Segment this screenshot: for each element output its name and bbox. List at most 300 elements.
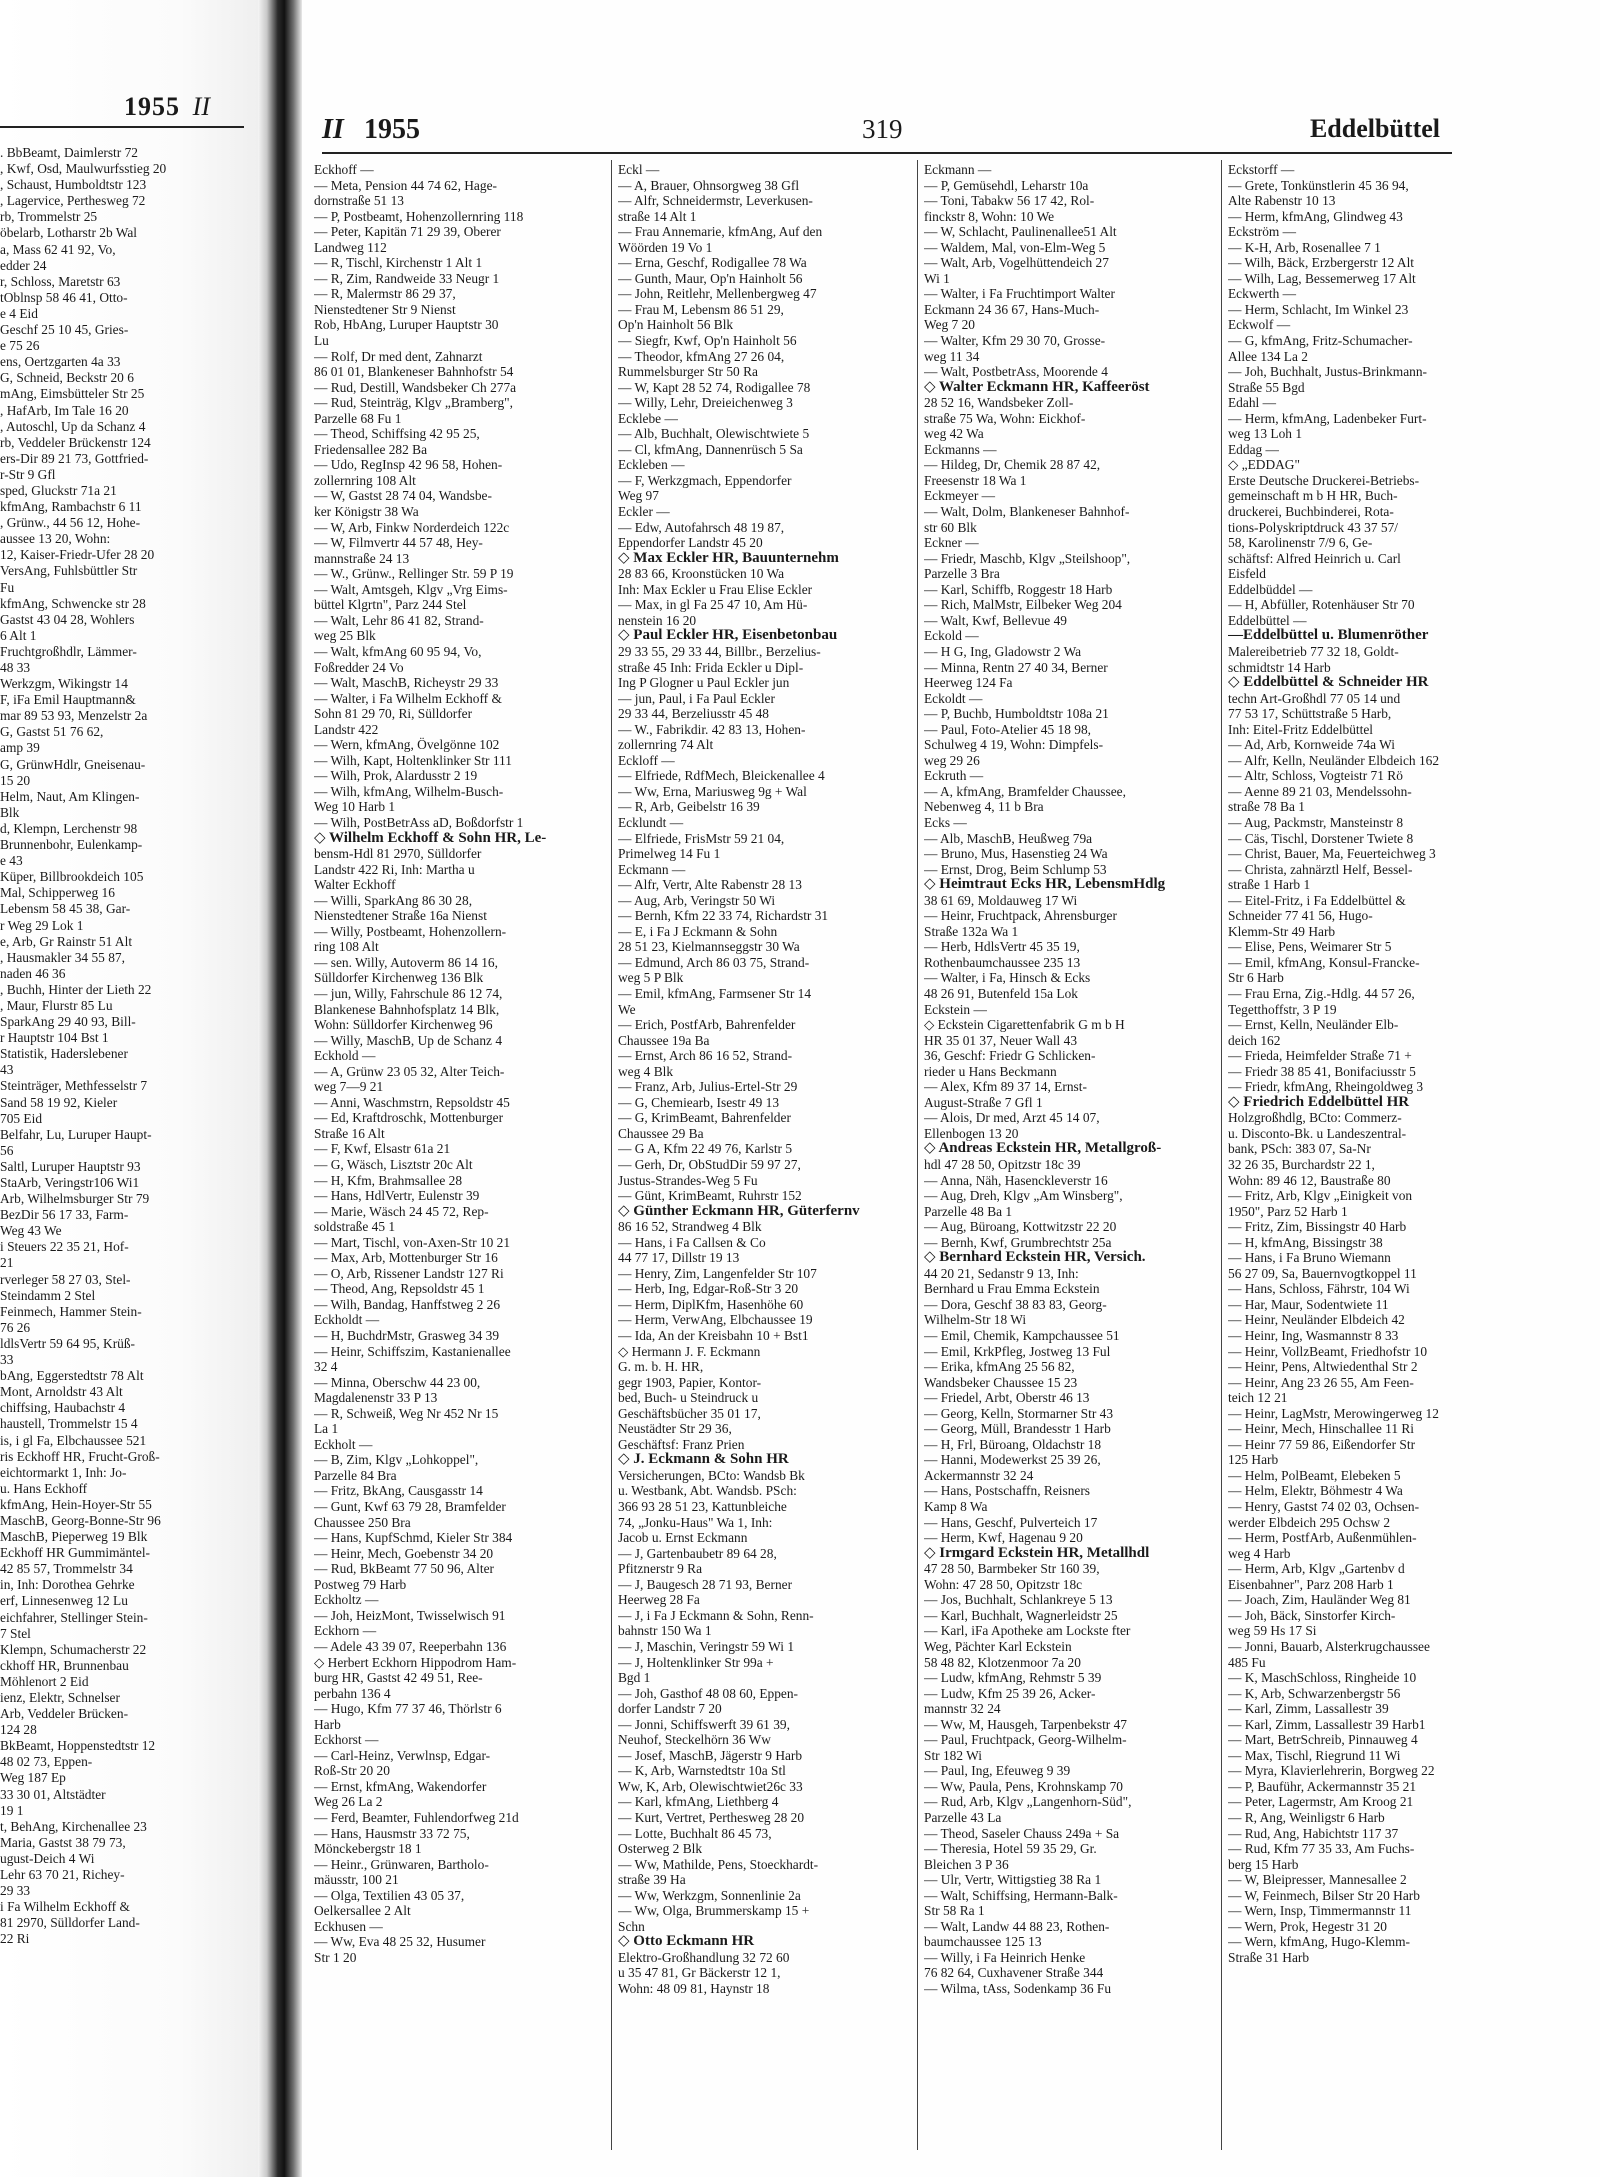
directory-entry-line: Gastst 43 04 28, Wohlers [0, 611, 135, 627]
directory-entry-line: 19 1 [0, 1802, 24, 1818]
directory-entry-line: kfmAng, Hein-Hoyer-Str 55 [0, 1496, 152, 1512]
directory-entry-line: Wilhelm-Str 18 Wi [924, 1312, 1027, 1328]
directory-entry-line: Weg 187 Ep [0, 1770, 66, 1786]
directory-entry-line: ◇ Max Eckler HR, Bauunternehm [618, 550, 839, 566]
directory-entry-line: ers-Dir 89 21 73, Gottfried- [0, 450, 149, 466]
directory-entry-line: — Günt, KrimBeamt, Ruhrstr 152 [618, 1188, 802, 1204]
directory-entry-line: Eckmanns — [924, 441, 997, 457]
directory-entry-line: — Henry, Zim, Langenfelder Str 107 [618, 1265, 817, 1281]
directory-entry-line: d, Klempn, Lerchenstr 98 [0, 820, 138, 836]
directory-entry-line: deich 162 [1228, 1032, 1281, 1048]
directory-entry-line: Eckloff — [618, 752, 675, 768]
directory-entry-line: — Heinr, Mech, Hinschallee 11 Ri [1228, 1421, 1415, 1437]
directory-entry-line: Eisenbahner", Parz 208 Harb 1 [1228, 1576, 1394, 1592]
directory-entry-line: — G, KrimBeamt, Bahrenfelder [618, 1110, 791, 1126]
directory-entry-line: Weg 10 Harb 1 [314, 799, 396, 815]
directory-entry-line: — Theod, Saseler Chauss 249a + Sa [924, 1825, 1120, 1841]
directory-entry-line: Nienstedtener Str 9 Nienst [314, 301, 456, 317]
directory-entry-line: — Aug, Arb, Veringstr 50 Wi [618, 892, 776, 908]
directory-entry-line: eichfahrer, Stellinger Stein- [0, 1609, 148, 1625]
directory-entry-line: BkBeamt, Hoppenstedtstr 12 [0, 1738, 156, 1754]
directory-entry-line: Str 6 Harb [1228, 970, 1284, 986]
directory-entry-line: 15 20 [0, 772, 31, 788]
directory-entry-line: — Anni, Waschmstrn, Repsoldstr 45 [314, 1094, 510, 1110]
directory-entry-line: 7 Stel [0, 1625, 31, 1641]
column-divider [917, 160, 918, 2150]
directory-entry-line: kfmAng, Rambachstr 6 11 [0, 499, 142, 515]
directory-entry-line: 21 [0, 1255, 14, 1271]
directory-entry-line: r, Schloss, Maretstr 63 [0, 273, 121, 289]
directory-entry-line: — Fritz, BkAng, Causgasstr 14 [314, 1483, 483, 1499]
directory-entry-line: — W, Gastst 28 74 04, Wandsbe- [314, 488, 492, 504]
directory-entry-line: Eckmann — [924, 162, 992, 177]
directory-entry-line: in, Inh: Dorothea Gehrke [0, 1577, 135, 1593]
directory-entry-line: str 60 Blk [924, 519, 977, 535]
directory-entry-line: 28 51 23, Kielmannseggstr 30 Wa [618, 939, 800, 955]
right-page-header [314, 108, 1452, 148]
directory-entry-line: Neuhof, Steckelhörn 36 Ww [618, 1732, 771, 1748]
directory-entry-line: Eckmann 24 36 67, Hans-Much- [924, 301, 1100, 317]
directory-entry-line: Str 1 20 [314, 1949, 357, 1965]
directory-entry-line: Wi 1 [924, 270, 950, 286]
directory-entry-line: — Karl, Zimm, Lassallestr 39 [1228, 1701, 1389, 1717]
directory-entry-line: — Bruno, Mus, Hasenstieg 24 Wa [924, 846, 1108, 862]
directory-entry-line: — Rud, Steinträg, Klgv „Bramberg", [314, 395, 513, 411]
directory-entry-line: — Elise, Pens, Weimarer Str 5 [1228, 939, 1392, 955]
directory-entry-line: Straße 132a Wa 1 [924, 923, 1019, 939]
directory-entry-line: — Joh, Bäck, Sinstorfer Kirch- [1228, 1607, 1396, 1623]
column-divider [611, 160, 612, 2150]
directory-entry-line: straße 14 Alt 1 [618, 208, 697, 224]
directory-entry-line: Fu [0, 579, 15, 595]
directory-entry-line: Chaussee 250 Bra [314, 1514, 411, 1530]
directory-entry-line: Alte Rabenstr 10 13 [1228, 193, 1336, 209]
directory-entry-line: — J, Maschin, Veringstr 59 Wi 1 [618, 1638, 795, 1654]
directory-entry-line: Inh: Eitel-Fritz Eddelbüttel [1228, 721, 1374, 737]
directory-entry-line: Rummelsburger Str 50 Ra [618, 364, 758, 380]
directory-entry-line: — Friedel, Arbt, Oberstr 46 13 [924, 1390, 1090, 1406]
directory-entry-line: 74, „Jonku-Haus" Wa 1, Inh: [618, 1514, 773, 1530]
directory-entry-line: — G, kfmAng, Fritz-Schumacher- [1228, 333, 1413, 349]
directory-entry-line: Parzelle 43 La [924, 1809, 1002, 1825]
directory-entry-line: Sohn 81 29 70, Ri, Sülldorfer [314, 706, 473, 722]
directory-entry-line: Statistik, Haderslebener [0, 1046, 128, 1062]
directory-entry-line: dorfer Landstr 7 20 [618, 1701, 722, 1717]
directory-entry-line: — K, Arb, Warnstedtstr 10a Stl [618, 1763, 786, 1779]
directory-entry-line: — Heinr, Fruchtpack, Ahrensburger [924, 908, 1117, 924]
directory-entry-line: — Peter, Lagermstr, Am Kroog 21 [1228, 1794, 1414, 1810]
directory-entry-line: — Emil, kfmAng, Konsul-Francke- [1228, 954, 1420, 970]
directory-entry-line: haustell, Trommelstr 15 4 [0, 1416, 138, 1432]
directory-entry-line: — J, Gartenbaubetr 89 64 28, [618, 1545, 777, 1561]
directory-entry-line: — Ed, Kraftdroschk, Mottenburger [314, 1110, 504, 1126]
directory-entry-line: Pfitznerstr 9 Ra [618, 1561, 703, 1577]
directory-entry-line: Eckholdt — [314, 1312, 380, 1328]
directory-entry-line: Wohn: 47 28 50, Opitzstr 18c [924, 1576, 1083, 1592]
directory-entry-line: 29 33 44, Berzeliusstr 45 48 [618, 706, 769, 722]
directory-entry-line: 58, Karolinenstr 7/9 6, Ge- [1228, 535, 1373, 551]
directory-entry-line: — J, Holtenklinker Str 99a + [618, 1654, 774, 1670]
directory-entry-line: Weg 26 La 2 [314, 1794, 383, 1810]
directory-entry-line: Rothenbaumchaussee 235 13 [924, 954, 1081, 970]
directory-entry-line: bensm-Hdl 81 2970, Sülldorfer [314, 846, 482, 862]
directory-entry-line: — H G, Ing, Gladowstr 2 Wa [924, 643, 1082, 659]
directory-column-3 [924, 162, 1210, 2152]
directory-column-1 [314, 162, 600, 2152]
directory-entry-line: SparkAng 29 40 93, Bill- [0, 1014, 136, 1030]
directory-entry-line: Küper, Billbrookdeich 105 [0, 869, 144, 885]
directory-entry-line: — Fritz, Arb, Klgv „Einigkeit von [1228, 1188, 1413, 1204]
directory-entry-line: 56 27 09, Sa, Bauernvogtkoppel 11 [1228, 1265, 1417, 1281]
directory-entry-line: — R, Tischl, Kirchenstr 1 Alt 1 [314, 255, 483, 271]
directory-entry-line: — Grete, Tonkünstlerin 45 36 94, [1228, 177, 1409, 193]
directory-entry-line: — Joach, Zim, Hauländer Weg 81 [1228, 1592, 1411, 1608]
directory-entry-line: Heerweg 28 Fa [618, 1592, 700, 1608]
directory-entry-line: Eisfeld [1228, 566, 1266, 582]
directory-entry-line: — Walter, i Fa Fruchtimport Walter [924, 286, 1115, 302]
directory-entry-line: — Waldem, Mal, von-Elm-Weg 5 [924, 239, 1106, 255]
directory-entry-line: ens, Oertzgarten 4a 33 [0, 354, 121, 370]
directory-entry-line: — Walt, Schiffsing, Hermann-Balk- [924, 1887, 1118, 1903]
directory-entry-line: Weg 7 20 [924, 317, 975, 333]
directory-entry-line: — Max, Tischl, Riegrund 11 Wi [1228, 1747, 1401, 1763]
directory-entry-line: zollernring 74 Alt [618, 737, 714, 753]
directory-entry-line: 86 01 01, Blankeneser Bahnhofstr 54 [314, 364, 514, 380]
directory-entry-line: Werkzgm, Wikingstr 14 [0, 676, 128, 692]
directory-entry-line: — sen. Willy, Autoverm 86 14 16, [314, 954, 498, 970]
directory-entry-line: — Walt, Dolm, Blankeneser Bahnhof- [924, 504, 1130, 520]
directory-entry-line: Parzelle 3 Bra [924, 566, 1000, 582]
directory-entry-line: weg 7—9 21 [314, 1079, 384, 1095]
directory-entry-line: — J, i Fa J Eckmann & Sohn, Renn- [618, 1607, 814, 1623]
directory-entry-line: mäusstr, 100 21 [314, 1872, 399, 1888]
directory-entry-line: e 43 [0, 853, 23, 869]
directory-entry-line: — Frau Annemarie, kfmAng, Auf den [618, 224, 823, 240]
directory-entry-line: Eckruth — [924, 768, 984, 784]
directory-entry-line: 6 Alt 1 [0, 627, 37, 643]
header-rule [322, 152, 1452, 154]
directory-entry-line: Neustädter Str 29 36, [618, 1421, 732, 1437]
directory-entry-line: 32 26 35, Burchardstr 22 1, [1228, 1157, 1375, 1172]
directory-entry-line: HR 35 01 37, Neuer Wall 43 [924, 1032, 1078, 1048]
directory-entry-line: — Wern, kfmAng, Hugo-Klemm- [1228, 1934, 1411, 1950]
directory-entry-line: — Rud, Arb, Klgv „Langenhorn-Süd", [924, 1794, 1132, 1810]
directory-entry-line: ker Königstr 38 Wa [314, 504, 419, 520]
directory-entry-line: Eckmeyer — [924, 488, 996, 504]
directory-entry-line: — Walter, i Fa, Hinsch & Ecks [924, 970, 1091, 986]
directory-entry-line: Ellenbogen 13 20 [924, 1125, 1019, 1141]
directory-entry-line: — Theod, Ang, Repsoldstr 45 1 [314, 1281, 485, 1297]
directory-entry-line: G, GrünwHdlr, Gneisenau- [0, 756, 146, 772]
directory-entry-line: straße 78 Ba 1 [1228, 799, 1305, 815]
directory-entry-line: — W., Fabrikdir. 42 83 13, Hohen- [618, 721, 806, 737]
directory-entry-line: — Erich, PostfArb, Bahrenfelder [618, 1017, 796, 1033]
directory-entry-line: dornstraße 51 13 [314, 193, 404, 209]
directory-entry-line: Ww, K, Arb, Olewischtwiet26c 33 [618, 1778, 803, 1794]
directory-entry-line: ◇ Eddelbüttel & Schneider HR [1228, 675, 1429, 691]
directory-entry-line: Straße 55 Bgd [1228, 379, 1305, 395]
directory-entry-line: — H, Abfüller, Rotenhäuser Str 70 [1228, 597, 1415, 613]
directory-entry-line: Wohn: Sülldorfer Kirchenweg 96 [314, 1017, 493, 1033]
directory-entry-line: — Willy, MaschB, Up de Schanz 4 [314, 1032, 503, 1048]
directory-entry-line: — Hans, Geschf, Pulverteich 17 [924, 1514, 1098, 1530]
directory-entry-line: Schn [618, 1918, 645, 1934]
directory-entry-line: ring 108 Alt [314, 939, 379, 955]
directory-entry-line: eichtormarkt 1, Inh: Jo- [0, 1464, 127, 1480]
right-page-year: 1955 [364, 114, 420, 145]
directory-entry-line: — R, Schweiß, Weg Nr 452 Nr 15 [314, 1405, 499, 1421]
directory-entry-line: — Emil, kfmAng, Farmsener Str 14 [618, 985, 812, 1001]
directory-entry-line: — Ernst, Drog, Beim Schlump 53 [924, 861, 1107, 877]
directory-entry-line: r Hauptstr 104 Bst 1 [0, 1030, 109, 1046]
directory-entry-line: — Christ, Bauer, Ma, Feuerteichweg 3 [1228, 846, 1436, 862]
directory-entry-line: 77 53 17, Schüttstraße 5 Harb, [1228, 706, 1392, 722]
directory-entry-line: Kamp 8 Wa [924, 1499, 988, 1515]
directory-entry-line: — Siegfr, Kwf, Op'n Hainholt 56 [618, 333, 797, 349]
directory-entry-line: ◇ Wilhelm Eckhoff & Sohn HR, Le- [314, 830, 547, 846]
directory-entry-line: — Theod, Schiffsing 42 95 25, [314, 426, 480, 442]
directory-entry-line: Mont, Arnoldstr 43 Alt [0, 1384, 123, 1400]
directory-entry-line: Eckner — [924, 535, 979, 551]
directory-entry-line: — Bernh, Kwf, Grumbrechtstr 25a [924, 1234, 1112, 1250]
directory-entry-line: Weg 43 We [0, 1223, 62, 1239]
directory-entry-line: r-Str 9 Gfl [0, 466, 56, 482]
directory-entry-line: — Joh, Buchhalt, Justus-Brinkmann- [1228, 364, 1427, 380]
directory-entry-line: , Maur, Flurstr 85 Lu [0, 997, 113, 1013]
directory-entry-line: t, BehAng, Kirchenallee 23 [0, 1818, 147, 1834]
directory-entry-line: bed, Buch- u Steindruck u [618, 1390, 759, 1406]
directory-entry-line: , Autoschl, Up da Schanz 4 [0, 418, 146, 434]
directory-entry-line: Roß-Str 20 20 [314, 1763, 390, 1779]
directory-entry-line: — Heinr 77 59 86, Eißendorfer Str [1228, 1436, 1416, 1452]
directory-entry-line: — Herm, VerwAng, Elbchaussee 19 [618, 1312, 813, 1328]
directory-entry-line: Eckmann — [618, 861, 686, 877]
directory-entry-line: bAng, Eggerstedtstr 78 Alt [0, 1368, 144, 1384]
directory-entry-line: — Max, in gl Fa 25 47 10, Am Hü- [618, 597, 808, 613]
right-page [302, 0, 1600, 2177]
directory-entry-line: — Paul, Foto-Atelier 45 18 98, [924, 721, 1091, 737]
directory-entry-line: Eckl — [618, 162, 660, 177]
directory-entry-line: i Steuers 22 35 21, Hof- [0, 1239, 129, 1255]
directory-entry-line: — Alois, Dr med, Arzt 45 14 07, [924, 1110, 1100, 1126]
directory-entry-line: — jun, Willy, Fahrschule 86 12 74, [314, 985, 503, 1001]
directory-entry-line: weg 4 Blk [618, 1063, 674, 1079]
directory-entry-line: Nienstedtener Straße 16a Nienst [314, 908, 487, 924]
directory-entry-line: — Wern, Prok, Hegestr 31 20 [1228, 1918, 1387, 1934]
directory-entry-line: — Fritz, Zim, Bissingstr 40 Harb [1228, 1219, 1407, 1235]
directory-entry-line: Elektro-Großhandlung 32 72 60 [618, 1949, 790, 1965]
directory-entry-line: ckhoff HR, Brunnenbau [0, 1657, 129, 1673]
directory-entry-line: — Altr, Schloss, Vogteistr 71 Rö [1228, 768, 1403, 784]
directory-entry-line: Postweg 79 Harb [314, 1576, 407, 1592]
directory-entry-line: mAng, Eimsbütteler Str 25 [0, 386, 145, 402]
directory-entry-line: weg 59 Hs 17 Si [1228, 1623, 1317, 1639]
directory-entry-line: Wöörden 19 Vo 1 [618, 239, 713, 255]
directory-entry-line: — F, Werkzgmach, Eppendorfer [618, 472, 792, 488]
directory-entry-line: — W, Schlacht, Paulinenallee51 Alt [924, 224, 1117, 240]
directory-entry-line: — H, Kfm, Brahmsallee 28 [314, 1172, 463, 1188]
page-number: 319 [862, 114, 903, 144]
directory-entry-line: Schneider 77 41 56, Hugo- [1228, 908, 1373, 924]
directory-entry-line: — W, Filmvertr 44 57 48, Hey- [314, 535, 483, 551]
directory-entry-line: — K, Arb, Schwarzenbergstr 56 [1228, 1685, 1401, 1701]
directory-entry-line: 1950", Parz 52 Harb 1 [1228, 1203, 1348, 1219]
directory-entry-line: — R, Malermstr 86 29 37, [314, 286, 456, 302]
directory-entry-line: Bgd 1 [618, 1670, 651, 1686]
directory-entry-line: e 75 26 [0, 338, 40, 354]
directory-entry-line: 705 Eid [0, 1110, 43, 1126]
directory-entry-line: — Alfr, Schneidermstr, Leverkusen- [618, 193, 813, 209]
directory-entry-line: Eckhoff — [314, 162, 374, 177]
directory-entry-line: — Adele 43 39 07, Reeperbahn 136 [314, 1638, 507, 1654]
directory-entry-line: — Georg, Kelln, Stormarner Str 43 [924, 1405, 1114, 1421]
directory-entry-line: — Wilh, Lag, Bessemerweg 17 Alt [1228, 270, 1416, 286]
directory-column-2 [618, 162, 904, 2152]
directory-entry-line: Mönckebergstr 18 1 [314, 1841, 422, 1857]
directory-entry-line: Helm, Naut, Am Klingen- [0, 788, 140, 804]
directory-entry-line: büttel Klgrtn", Parz 244 Stel [314, 597, 467, 613]
directory-entry-line: Weg 97 [618, 488, 659, 504]
directory-entry-line: weg 42 Wa [924, 426, 984, 442]
directory-entry-line: Osterweg 2 Blk [618, 1841, 703, 1857]
directory-entry-line: — Helm, PolBeamt, Elebeken 5 [1228, 1467, 1401, 1483]
directory-entry-line: Eckhoff HR Gummimäntel- [0, 1545, 150, 1561]
directory-entry-line: mannstr 32 24 [924, 1701, 1001, 1717]
directory-entry-line: VersAng, Fuhlsbüttler Str [0, 563, 138, 579]
directory-entry-line: — Friedr, Maschb, Klgv „Steilshoop", [924, 550, 1131, 566]
directory-entry-line: weg 5 P Blk [618, 970, 684, 986]
directory-entry-line: — Peter, Kapitän 71 29 39, Oberer [314, 224, 501, 240]
directory-entry-line: — E, i Fa J Eckmann & Sohn [618, 923, 778, 939]
directory-entry-line: techn Art-Großhdl 77 05 14 und [1228, 690, 1401, 706]
directory-entry-line: Möhlenort 2 Eid [0, 1673, 89, 1689]
directory-entry-line: — Carl-Heinz, Verwlnsp, Edgar- [314, 1747, 491, 1763]
directory-entry-line: — Rud, Kfm 77 35 33, Am Fuchs- [1228, 1841, 1415, 1857]
directory-entry-line: G, Schneid, Beckstr 20 6 [0, 370, 134, 386]
directory-entry-line: — Max, Arb, Mottenburger Str 16 [314, 1250, 498, 1266]
directory-entry-line: — Rud, Destill, Wandsbeker Ch 277a [314, 379, 517, 395]
directory-entry-line: Jacob u. Ernst Eckmann [618, 1530, 748, 1546]
directory-entry-line: — K-H, Arb, Rosenallee 7 1 [1228, 239, 1381, 255]
directory-entry-line: chiffsing, Haubachstr 4 [0, 1400, 126, 1416]
directory-entry-line: finckstr 8, Wohn: 10 We [924, 208, 1055, 224]
section-running-head: Eddelbüttel [1309, 114, 1440, 143]
directory-entry-line: schäftsf: Alfred Heinrich u. Carl [1228, 550, 1401, 566]
directory-entry-line: — Eitel-Fritz, i Fa Eddelbüttel & [1228, 892, 1406, 908]
directory-entry-line: — Mart, Tischl, von-Axen-Str 10 21 [314, 1234, 511, 1250]
directory-entry-line: BezDir 56 17 33, Farm- [0, 1207, 129, 1223]
directory-entry-line: — Ad, Arb, Kornweide 74a Wi [1228, 737, 1395, 753]
directory-entry-line: 38 61 69, Moldauweg 17 Wi [924, 892, 1078, 908]
directory-entry-line: — Alfr, Kelln, Neuländer Elbdeich 162 [1228, 752, 1440, 768]
directory-entry-line: Eckstorff — [1228, 162, 1295, 177]
directory-entry-line: Oelkersallee 2 Alt [314, 1903, 411, 1919]
directory-entry-line: u. Westbank, Abt. Wandsb. PSch: [618, 1483, 797, 1499]
directory-entry-line: Wandsbeker Chaussee 15 23 [924, 1374, 1078, 1390]
directory-entry-line: 366 93 28 51 23, Kattunbleiche [618, 1499, 787, 1515]
directory-entry-line: Klemm-Str 49 Harb [1228, 923, 1336, 939]
directory-entry-line: — Herm, Arb, Klgv „Gartenbv d [1228, 1561, 1405, 1577]
directory-entry-line: gemeinschaft m b H HR, Buch- [1228, 488, 1398, 504]
directory-entry-line: — Wilh, Bandag, Hanffstweg 2 26 [314, 1296, 501, 1312]
directory-entry-line: — B, Zim, Klgv „Lohkoppel", [314, 1452, 479, 1468]
directory-entry-line: 76 82 64, Cuxhavener Straße 344 [924, 1965, 1104, 1981]
directory-entry-line: — Ferd, Beamter, Fuhlendorfweg 21d [314, 1809, 519, 1825]
directory-entry-line: — Herb, HdlsVertr 45 35 19, [924, 939, 1080, 955]
directory-entry-line: — W, Feinmech, Bilser Str 20 Harb [1228, 1887, 1420, 1903]
directory-entry-line: — O, Arb, Rissener Landstr 127 Ri [314, 1265, 504, 1281]
directory-entry-line: a, Mass 62 41 92, Vo, [0, 241, 116, 257]
directory-entry-line: — Walt, Arb, Vogelhüttendeich 27 [924, 255, 1109, 271]
directory-entry-line: 36, Geschf: Friedr G Schlicken- [924, 1048, 1096, 1064]
directory-entry-line: , Kwf, Osd, Maulwurfsstieg 20 [0, 161, 167, 177]
directory-entry-line: — Ww, M, Hausgeh, Tarpenbekstr 47 [924, 1716, 1127, 1732]
directory-entry-line: ◇ Eckstein Cigarettenfabrik G m b H [924, 1017, 1125, 1033]
directory-entry-line: — Hans, i Fa Callsen & Co [618, 1234, 766, 1250]
directory-entry-line: — F, Kwf, Elsastr 61a 21 [314, 1141, 451, 1157]
directory-entry-line: u. Hans Eckhoff [0, 1480, 88, 1496]
directory-entry-line: 33 [0, 1352, 14, 1368]
directory-entry-line: MaschB, Pieperweg 19 Blk [0, 1529, 148, 1545]
directory-entry-line: Eckler — [618, 504, 670, 520]
directory-entry-line: — Joh, HeizMont, Twisselwisch 91 [314, 1607, 506, 1623]
directory-entry-line: — Heinr, Pens, Altwiedenthal Str 2 [1228, 1359, 1418, 1375]
directory-entry-line: Saltl, Luruper Hauptstr 93 [0, 1158, 141, 1174]
directory-entry-line: — Walt, Kwf, Bellevue 49 [924, 612, 1067, 628]
directory-entry-line: — R, Arb, Geibelstr 16 39 [618, 799, 760, 815]
directory-entry-line: — Hans, Schloss, Fährstr, 104 Wi [1228, 1281, 1410, 1297]
directory-entry-line: G, Gastst 51 76 62, [0, 724, 104, 740]
directory-entry-line: Eddelbüddel — [1228, 581, 1313, 597]
header-rule [0, 126, 244, 128]
directory-entry-line: ◇ „EDDAG" [1228, 457, 1300, 473]
directory-entry-line: 48 33 [0, 660, 31, 675]
directory-entry-line: — W, Bleipresser, Mannesallee 2 [1228, 1872, 1407, 1888]
directory-entry-line: Eppendorfer Landstr 45 20 [618, 535, 763, 551]
directory-entry-line: u 35 47 81, Gr Bäckerstr 12 1, [618, 1965, 781, 1981]
directory-entry-line: ◇ Günther Eckmann HR, Güterfernv [618, 1203, 860, 1219]
directory-entry-line: weg 29 26 [924, 752, 980, 768]
directory-entry-line: Fruchtgroßhdlr, Lämmer- [0, 643, 137, 659]
directory-entry-line: — Karl, kfmAng, Liethberg 4 [618, 1794, 779, 1810]
directory-entry-line: — Wilh, PostBetrAss aD, Boßdorfstr 1 [314, 814, 524, 830]
directory-entry-line: Str 58 Ra 1 [924, 1903, 985, 1919]
directory-entry-line: — Aug, Dreh, Klgv „Am Winsberg", [924, 1188, 1123, 1204]
directory-entry-line: — R, Zim, Randweide 33 Neugr 1 [314, 270, 500, 286]
directory-entry-line: — Ww, Olga, Brummerskamp 15 + [618, 1903, 810, 1919]
directory-entry-line: werder Elbdeich 295 Ochsw 2 [1228, 1514, 1391, 1530]
directory-entry-line: , Grünw., 44 56 12, Hohe- [0, 515, 141, 531]
directory-entry-line: Lu [314, 333, 329, 349]
directory-entry-line: Wohn: 89 46 12, Baustraße 80 [1228, 1172, 1391, 1188]
directory-entry-line: 48 26 91, Butenfeld 15a Lok [924, 985, 1078, 1001]
directory-entry-line: Op'n Hainholt 56 Blk [618, 317, 734, 333]
directory-entry-line: — Ww, Erna, Mariusweg 9g + Wal [618, 783, 807, 799]
directory-entry-line: Eddag — [1228, 441, 1279, 457]
directory-entry-line: — Walt, Landw 44 88 23, Rothen- [924, 1918, 1110, 1934]
directory-entry-line: — W, Arb, Finkw Norderdeich 122c [314, 519, 510, 535]
directory-entry-line: mannstraße 24 13 [314, 550, 410, 566]
left-page-volume: II [192, 92, 210, 121]
directory-entry-line: 86 16 52, Strandweg 4 Blk [618, 1219, 762, 1235]
directory-entry-line: — Elfriede, RdfMech, Bleickenallee 4 [618, 768, 825, 784]
directory-entry-line: , Buchh, Hinter der Lieth 22 [0, 981, 152, 997]
directory-entry-line: — Hans, Postschaffn, Reisners [924, 1483, 1091, 1499]
directory-entry-line: , Schaust, Humboldtstr 123 [0, 177, 147, 193]
directory-entry-line: — Hanni, Modewerkst 25 39 26, [924, 1452, 1101, 1468]
directory-entry-line: Arb, Veddeler Brücken- [0, 1706, 129, 1722]
directory-entry-line: Blankenese Bahnhofsplatz 14 Blk, [314, 1001, 500, 1017]
